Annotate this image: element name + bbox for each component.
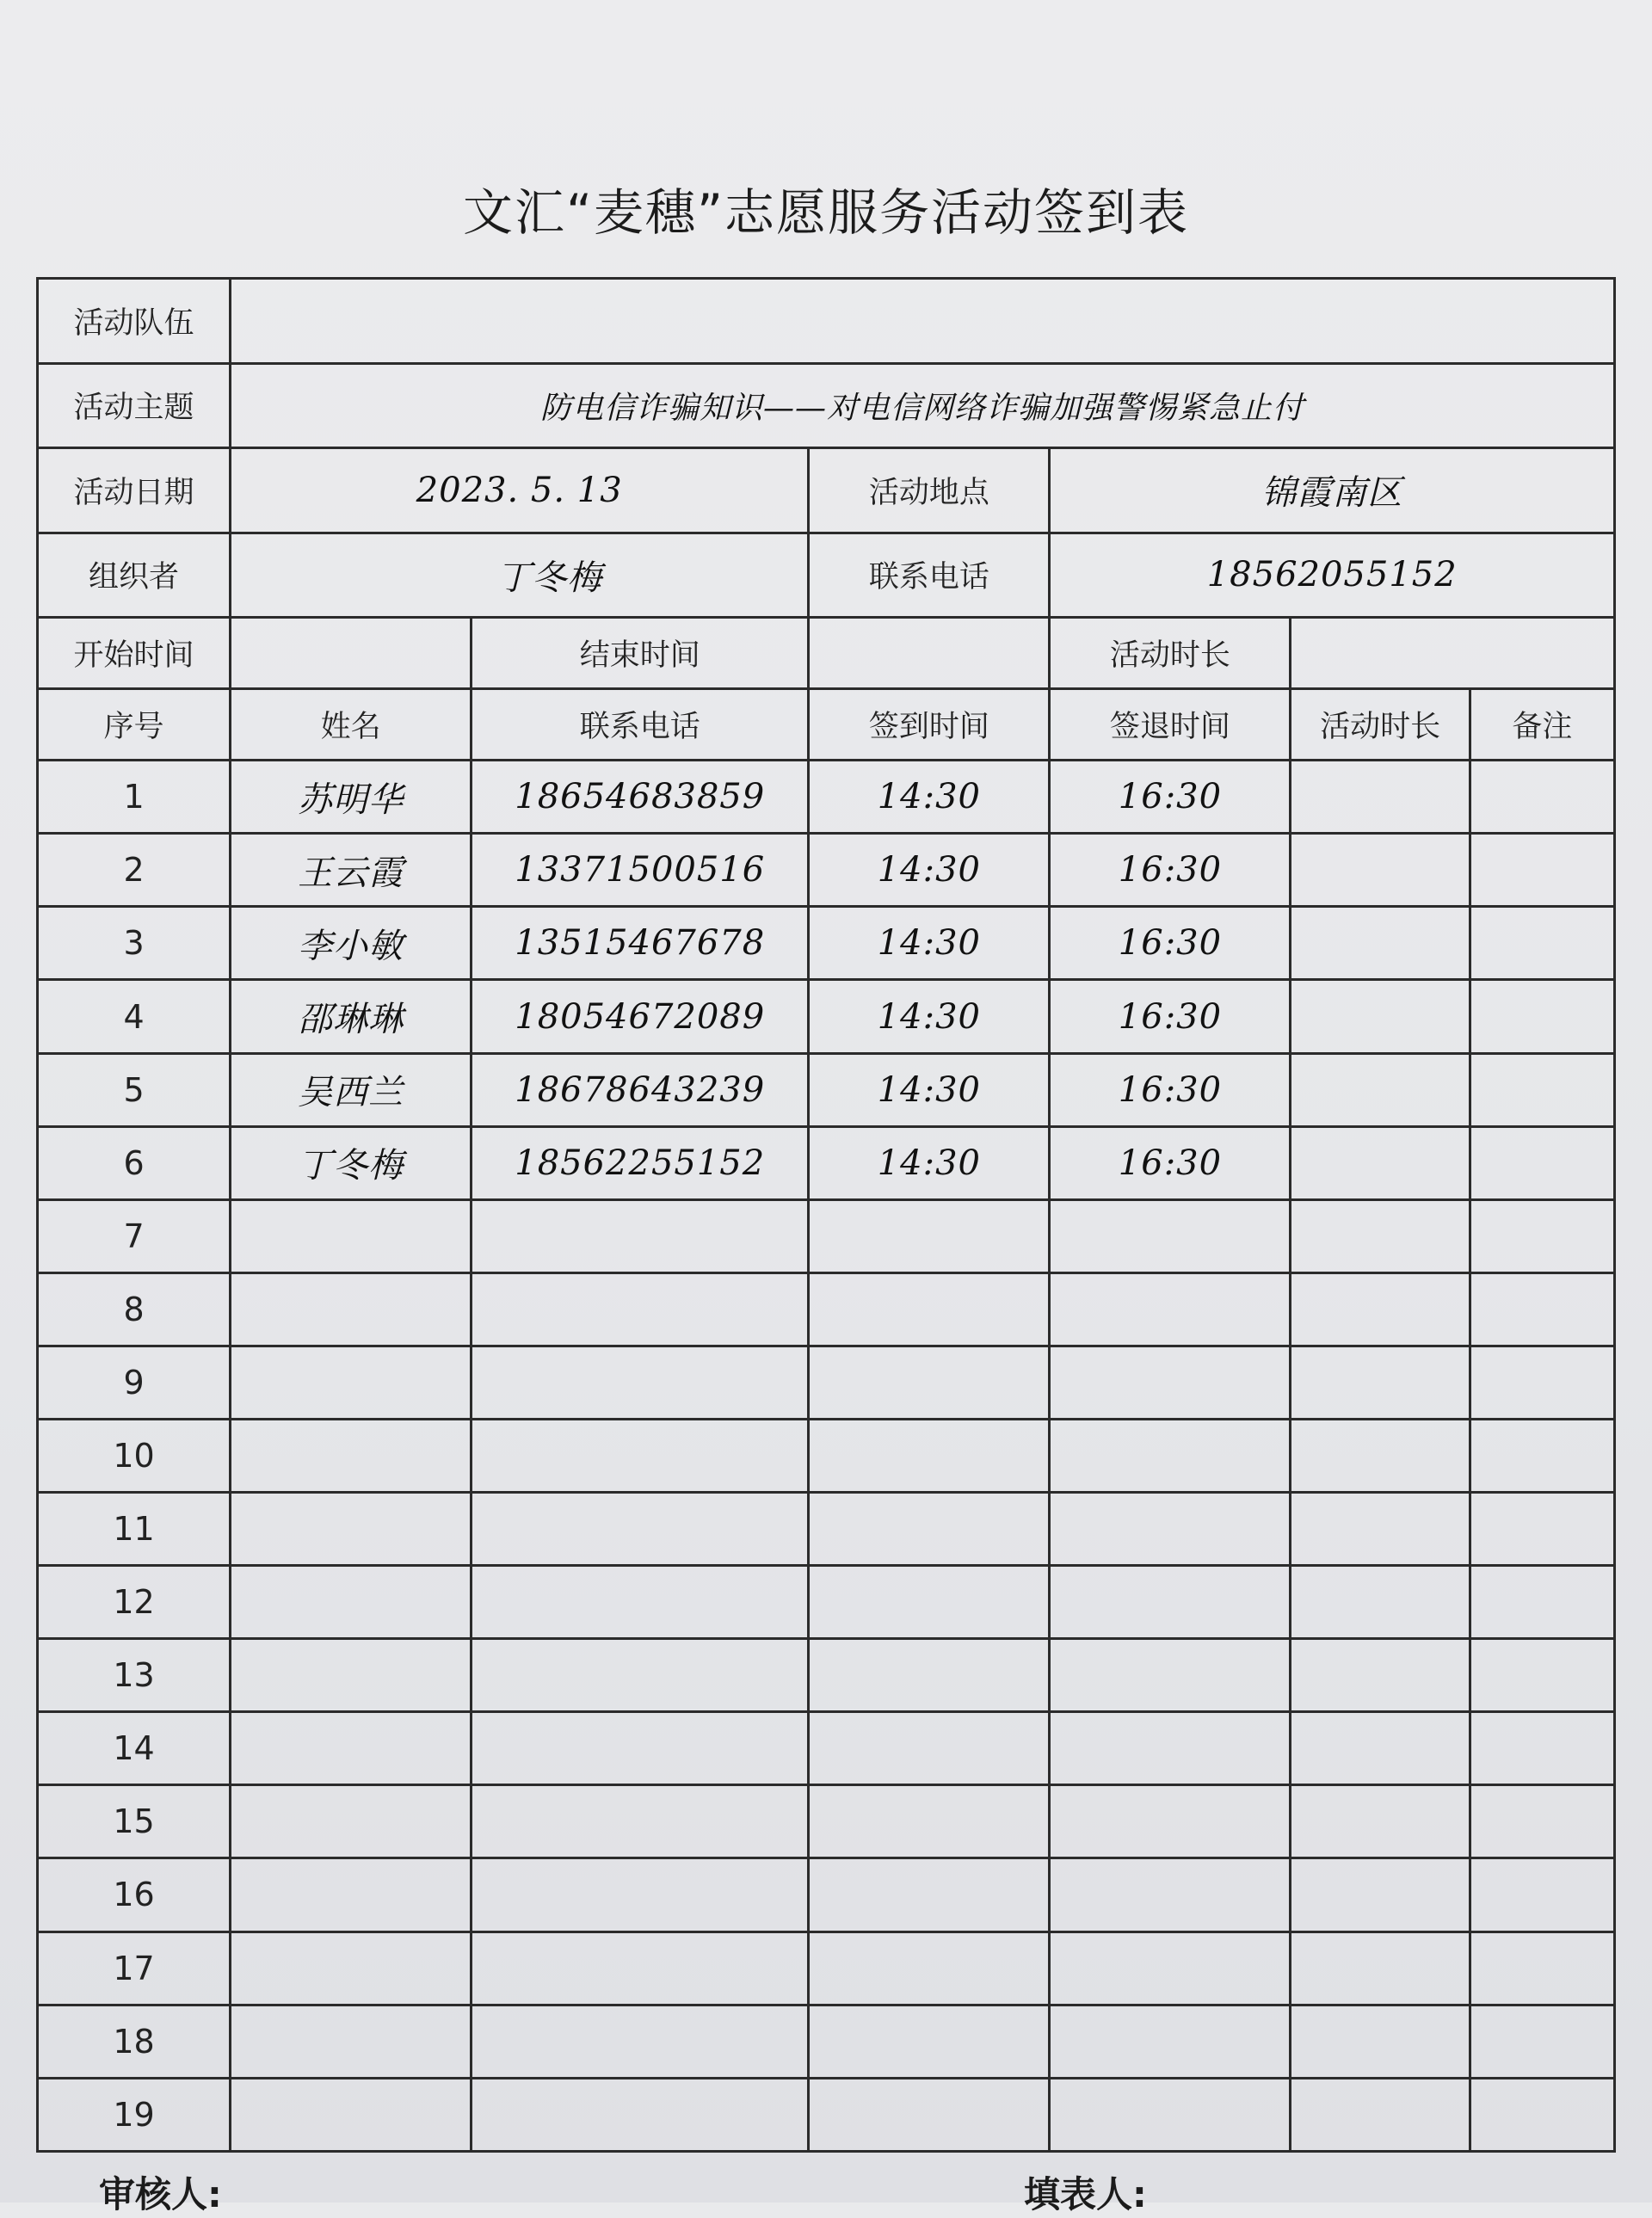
row-sign-in-time bbox=[809, 1566, 1050, 1639]
table-row bbox=[38, 1199, 1615, 1272]
row-sign-out-time bbox=[1050, 1493, 1291, 1566]
row-sign-in-time bbox=[809, 1199, 1050, 1272]
row-sign-in-time bbox=[809, 1858, 1050, 1932]
time-row bbox=[38, 618, 1615, 689]
row-name bbox=[231, 1566, 472, 1639]
row-sign-out-time bbox=[1050, 1639, 1291, 1712]
column-header-row bbox=[38, 689, 1615, 761]
table-row bbox=[38, 907, 1615, 980]
row-duration bbox=[1291, 980, 1470, 1053]
row-name: 王云霞 bbox=[231, 834, 472, 907]
start-label: 开始时间 bbox=[38, 618, 231, 689]
row-sign-out-time bbox=[1050, 1785, 1291, 1858]
row-name bbox=[231, 1199, 472, 1272]
row-name bbox=[231, 1712, 472, 1785]
row-name: 邵琳琳 bbox=[231, 980, 472, 1053]
row-name bbox=[231, 1639, 472, 1712]
duration-label: 活动时长 bbox=[1050, 618, 1291, 689]
row-duration bbox=[1291, 1712, 1470, 1785]
row-sign-in-time bbox=[809, 1493, 1050, 1566]
team-row bbox=[38, 279, 1615, 364]
row-name bbox=[231, 1785, 472, 1858]
organizer-row bbox=[38, 533, 1615, 618]
row-note bbox=[1470, 2005, 1614, 2078]
row-phone: 13371500516 bbox=[472, 834, 809, 907]
row-duration bbox=[1291, 761, 1470, 834]
row-seq: 6 bbox=[38, 1126, 231, 1199]
row-duration bbox=[1291, 1419, 1470, 1492]
row-sign-out-time bbox=[1050, 1566, 1291, 1639]
row-seq: 9 bbox=[38, 1346, 231, 1419]
row-duration bbox=[1291, 1199, 1470, 1272]
row-name bbox=[231, 1419, 472, 1492]
row-note bbox=[1470, 1712, 1614, 1785]
row-sign-in-time bbox=[809, 1639, 1050, 1712]
row-note bbox=[1470, 1053, 1614, 1126]
row-duration bbox=[1291, 1272, 1470, 1346]
table-row bbox=[38, 1419, 1615, 1492]
row-duration bbox=[1291, 1053, 1470, 1126]
row-note bbox=[1470, 1639, 1614, 1712]
row-note bbox=[1470, 1493, 1614, 1566]
theme-label: 活动主题 bbox=[38, 363, 231, 448]
row-phone bbox=[472, 1639, 809, 1712]
row-phone bbox=[472, 1858, 809, 1932]
row-name bbox=[231, 2005, 472, 2078]
row-duration bbox=[1291, 2078, 1470, 2151]
row-name bbox=[231, 2078, 472, 2151]
row-duration bbox=[1291, 834, 1470, 907]
row-phone: 18054672089 bbox=[472, 980, 809, 1053]
reviewer-label: 审核人: bbox=[99, 2173, 222, 2215]
duration-value bbox=[1291, 618, 1615, 689]
row-sign-in-time bbox=[809, 1346, 1050, 1419]
col-header-sign-out: 签退时间 bbox=[1050, 689, 1291, 761]
row-name bbox=[231, 1346, 472, 1419]
row-note bbox=[1470, 1199, 1614, 1272]
row-sign-in-time: 14:30 bbox=[809, 1126, 1050, 1199]
row-note bbox=[1470, 1126, 1614, 1199]
row-sign-out-time: 16:30 bbox=[1050, 1053, 1291, 1126]
col-header-phone: 联系电话 bbox=[472, 689, 809, 761]
row-phone bbox=[472, 1419, 809, 1492]
row-seq: 15 bbox=[38, 1785, 231, 1858]
row-seq: 13 bbox=[38, 1639, 231, 1712]
row-name bbox=[231, 1493, 472, 1566]
row-sign-out-time bbox=[1050, 2005, 1291, 2078]
team-value bbox=[231, 279, 1615, 364]
row-note bbox=[1470, 1346, 1614, 1419]
row-phone bbox=[472, 1566, 809, 1639]
row-phone: 13515467678 bbox=[472, 907, 809, 980]
row-phone: 18678643239 bbox=[472, 1053, 809, 1126]
row-sign-in-time: 14:30 bbox=[809, 980, 1050, 1053]
table-row bbox=[38, 1639, 1615, 1712]
row-phone bbox=[472, 1785, 809, 1858]
col-header-seq: 序号 bbox=[38, 689, 231, 761]
row-phone bbox=[472, 2078, 809, 2151]
row-note bbox=[1470, 1566, 1614, 1639]
row-seq: 17 bbox=[38, 1932, 231, 2005]
theme-value: 防电信诈骗知识——对电信网络诈骗加强警惕紧急止付 bbox=[231, 363, 1615, 448]
row-sign-in-time bbox=[809, 2078, 1050, 2151]
team-label: 活动队伍 bbox=[38, 279, 231, 364]
row-duration bbox=[1291, 2005, 1470, 2078]
filler-label: 填表人: bbox=[1024, 2173, 1147, 2215]
row-seq: 7 bbox=[38, 1199, 231, 1272]
col-header-duration: 活动时长 bbox=[1291, 689, 1470, 761]
contact-label: 联系电话 bbox=[809, 533, 1050, 618]
date-value: 2023. 5. 13 bbox=[231, 448, 809, 533]
row-name: 吴西兰 bbox=[231, 1053, 472, 1126]
contact-value: 18562055152 bbox=[1050, 533, 1615, 618]
page-title: 文汇“麦穗”志愿服务活动签到表 bbox=[462, 183, 1190, 242]
row-duration bbox=[1291, 1566, 1470, 1639]
row-seq: 5 bbox=[38, 1053, 231, 1126]
row-note bbox=[1470, 980, 1614, 1053]
table-row bbox=[38, 1053, 1615, 1126]
table-row bbox=[38, 1858, 1615, 1932]
row-sign-in-time: 14:30 bbox=[809, 761, 1050, 834]
table-row bbox=[38, 1346, 1615, 1419]
row-sign-in-time bbox=[809, 1419, 1050, 1492]
row-phone bbox=[472, 1272, 809, 1346]
table-row bbox=[38, 1566, 1615, 1639]
row-sign-out-time: 16:30 bbox=[1050, 907, 1291, 980]
row-note bbox=[1470, 761, 1614, 834]
row-phone bbox=[472, 1712, 809, 1785]
row-sign-out-time bbox=[1050, 2078, 1291, 2151]
row-sign-out-time bbox=[1050, 1346, 1291, 1419]
row-note bbox=[1470, 834, 1614, 907]
row-note bbox=[1470, 907, 1614, 980]
row-duration bbox=[1291, 1346, 1470, 1419]
row-note bbox=[1470, 2078, 1614, 2151]
organizer-value: 丁冬梅 bbox=[231, 533, 809, 618]
table-row bbox=[38, 2078, 1615, 2151]
row-sign-out-time: 16:30 bbox=[1050, 980, 1291, 1053]
start-value bbox=[231, 618, 472, 689]
theme-row bbox=[38, 363, 1615, 448]
row-phone bbox=[472, 1199, 809, 1272]
row-duration bbox=[1291, 907, 1470, 980]
table-row bbox=[38, 1932, 1615, 2005]
row-duration bbox=[1291, 1932, 1470, 2005]
row-duration bbox=[1291, 1639, 1470, 1712]
row-sign-out-time bbox=[1050, 1712, 1291, 1785]
row-note bbox=[1470, 1785, 1614, 1858]
row-note bbox=[1470, 1858, 1614, 1932]
row-sign-in-time bbox=[809, 2005, 1050, 2078]
row-sign-out-time bbox=[1050, 1199, 1291, 1272]
row-seq: 2 bbox=[38, 834, 231, 907]
table-row bbox=[38, 1272, 1615, 1346]
table-row bbox=[38, 1493, 1615, 1566]
row-duration bbox=[1291, 1493, 1470, 1566]
row-sign-out-time bbox=[1050, 1419, 1291, 1492]
row-duration bbox=[1291, 1126, 1470, 1199]
row-seq: 4 bbox=[38, 980, 231, 1053]
row-seq: 11 bbox=[38, 1493, 231, 1566]
end-value bbox=[809, 618, 1050, 689]
row-sign-out-time bbox=[1050, 1858, 1291, 1932]
date-row bbox=[38, 448, 1615, 533]
table-row bbox=[38, 980, 1615, 1053]
row-seq: 1 bbox=[38, 761, 231, 834]
table-row bbox=[38, 761, 1615, 834]
row-sign-in-time bbox=[809, 1272, 1050, 1346]
row-sign-out-time: 16:30 bbox=[1050, 834, 1291, 907]
col-header-note: 备注 bbox=[1470, 689, 1614, 761]
row-phone bbox=[472, 1493, 809, 1566]
row-phone bbox=[472, 1346, 809, 1419]
row-phone: 18562255152 bbox=[472, 1126, 809, 1199]
row-note bbox=[1470, 1932, 1614, 2005]
row-name bbox=[231, 1932, 472, 2005]
row-name: 李小敏 bbox=[231, 907, 472, 980]
location-label: 活动地点 bbox=[809, 448, 1050, 533]
row-duration bbox=[1291, 1785, 1470, 1858]
row-phone: 18654683859 bbox=[472, 761, 809, 834]
col-header-name: 姓名 bbox=[231, 689, 472, 761]
row-note bbox=[1470, 1419, 1614, 1492]
date-label: 活动日期 bbox=[38, 448, 231, 533]
row-sign-out-time bbox=[1050, 1272, 1291, 1346]
row-seq: 16 bbox=[38, 1858, 231, 1932]
table-row bbox=[38, 1785, 1615, 1858]
table-row bbox=[38, 1712, 1615, 1785]
table-row bbox=[38, 1126, 1615, 1199]
row-sign-out-time: 16:30 bbox=[1050, 761, 1291, 834]
row-sign-in-time bbox=[809, 1785, 1050, 1858]
row-name: 苏明华 bbox=[231, 761, 472, 834]
end-label: 结束时间 bbox=[472, 618, 809, 689]
row-phone bbox=[472, 2005, 809, 2078]
row-sign-in-time: 14:30 bbox=[809, 834, 1050, 907]
row-sign-in-time: 14:30 bbox=[809, 907, 1050, 980]
row-sign-out-time: 16:30 bbox=[1050, 1126, 1291, 1199]
table-row bbox=[38, 2005, 1615, 2078]
row-seq: 10 bbox=[38, 1419, 231, 1492]
row-name bbox=[231, 1858, 472, 1932]
row-name bbox=[231, 1272, 472, 1346]
row-seq: 8 bbox=[38, 1272, 231, 1346]
row-note bbox=[1470, 1272, 1614, 1346]
row-duration bbox=[1291, 1858, 1470, 1932]
row-phone bbox=[472, 1932, 809, 2005]
row-sign-in-time: 14:30 bbox=[809, 1053, 1050, 1126]
row-name: 丁冬梅 bbox=[231, 1126, 472, 1199]
row-seq: 14 bbox=[38, 1712, 231, 1785]
table-row bbox=[38, 834, 1615, 907]
row-sign-in-time bbox=[809, 1932, 1050, 2005]
organizer-label: 组织者 bbox=[38, 533, 231, 618]
sign-in-table bbox=[36, 277, 1616, 2153]
row-seq: 19 bbox=[38, 2078, 231, 2151]
row-sign-out-time bbox=[1050, 1932, 1291, 2005]
row-seq: 3 bbox=[38, 907, 231, 980]
row-seq: 12 bbox=[38, 1566, 231, 1639]
location-value: 锦霞南区 bbox=[1050, 448, 1615, 533]
row-sign-in-time bbox=[809, 1712, 1050, 1785]
row-seq: 18 bbox=[38, 2005, 231, 2078]
col-header-sign-in: 签到时间 bbox=[809, 689, 1050, 761]
